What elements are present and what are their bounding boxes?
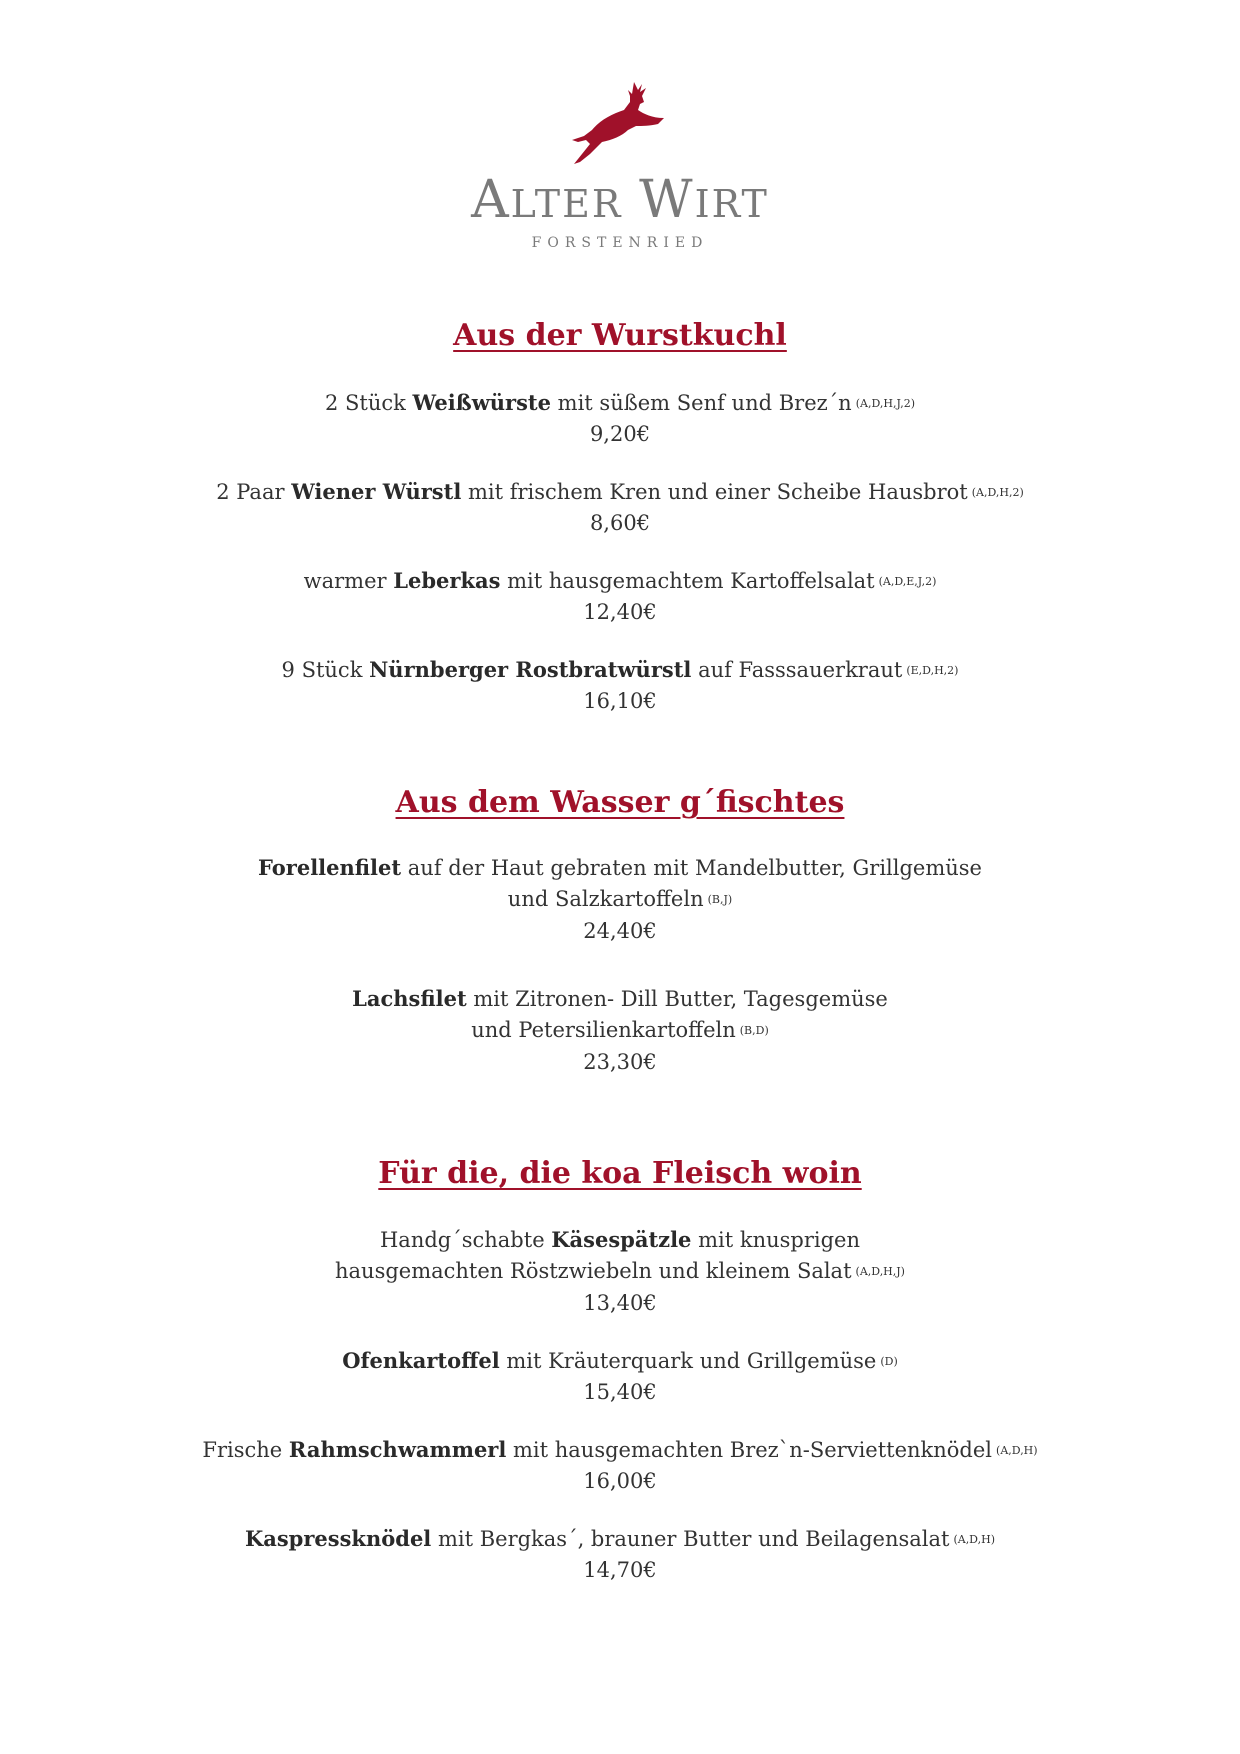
leaping-stag-icon	[572, 80, 672, 175]
section-title: Für die, die koa Fleisch woin	[378, 1156, 862, 1191]
item-price: 8,60€	[589, 511, 651, 535]
menu-item: 2 Paar Wiener Würstl mit frischem Kren und einer Scheibe Hausbrot (A,D,H,2)	[216, 479, 1024, 504]
item-price: 9,20€	[589, 422, 651, 446]
menu-item-line2: hausgemachten Röstzwiebeln und kleinem Salat (A,D,H,J)	[335, 1259, 905, 1283]
brand-name: ALTER WIRT	[471, 170, 769, 230]
menu-header	[0, 0, 1240, 260]
menu-item: Kaspressknödel mit Bergkas´, brauner Butter und Beilagensalat (A,D,H)	[245, 1526, 995, 1551]
menu-item: Lachsfilet mit Zitronen- Dill Butter, Tagesgemüse	[352, 986, 888, 1011]
item-price: 16,10€	[583, 689, 657, 713]
menu-item: 9 Stück Nürnberger Rostbratwürstl auf Fasssauerkraut (E,D,H,2)	[281, 657, 959, 682]
item-price: 12,40€	[583, 600, 657, 624]
section-title: Aus dem Wasser g´fischtes	[395, 785, 845, 820]
menu-item: 2 Stück Weißwürste mit süßem Senf und Brez´n (A,D,H,J,2)	[324, 390, 916, 415]
item-price: 16,00€	[583, 1469, 657, 1493]
menu-item: Ofenkartoffel mit Kräuterquark und Grillgemüse (D)	[342, 1348, 898, 1373]
item-price: 14,70€	[583, 1558, 657, 1582]
item-price: 15,40€	[583, 1380, 657, 1404]
menu-item-line2: und Salzkartoffeln (B,J)	[507, 887, 733, 911]
menu-item: Frische Rahmschwammerl mit hausgemachten Brez`n-Serviettenknödel (A,D,H)	[202, 1437, 1038, 1462]
menu-item-line2: und Petersilienkartoffeln (B,D)	[471, 1018, 769, 1042]
menu-item: Forellenfilet auf der Haut gebraten mit Mandelbutter, Grillgemüse	[258, 855, 982, 880]
menu-item: warmer Leberkas mit hausgemachtem Kartoffelsalat (A,D,E,J,2)	[303, 568, 937, 593]
item-price: 23,30€	[583, 1050, 657, 1074]
item-price: 13,40€	[583, 1291, 657, 1315]
menu-item: Handg´schabte Käsespätzle mit knusprigen	[379, 1227, 860, 1252]
section-title: Aus der Wurstkuchl	[453, 318, 787, 353]
item-price: 24,40€	[583, 919, 657, 943]
brand-subtitle: FORSTENRIED	[531, 235, 709, 251]
